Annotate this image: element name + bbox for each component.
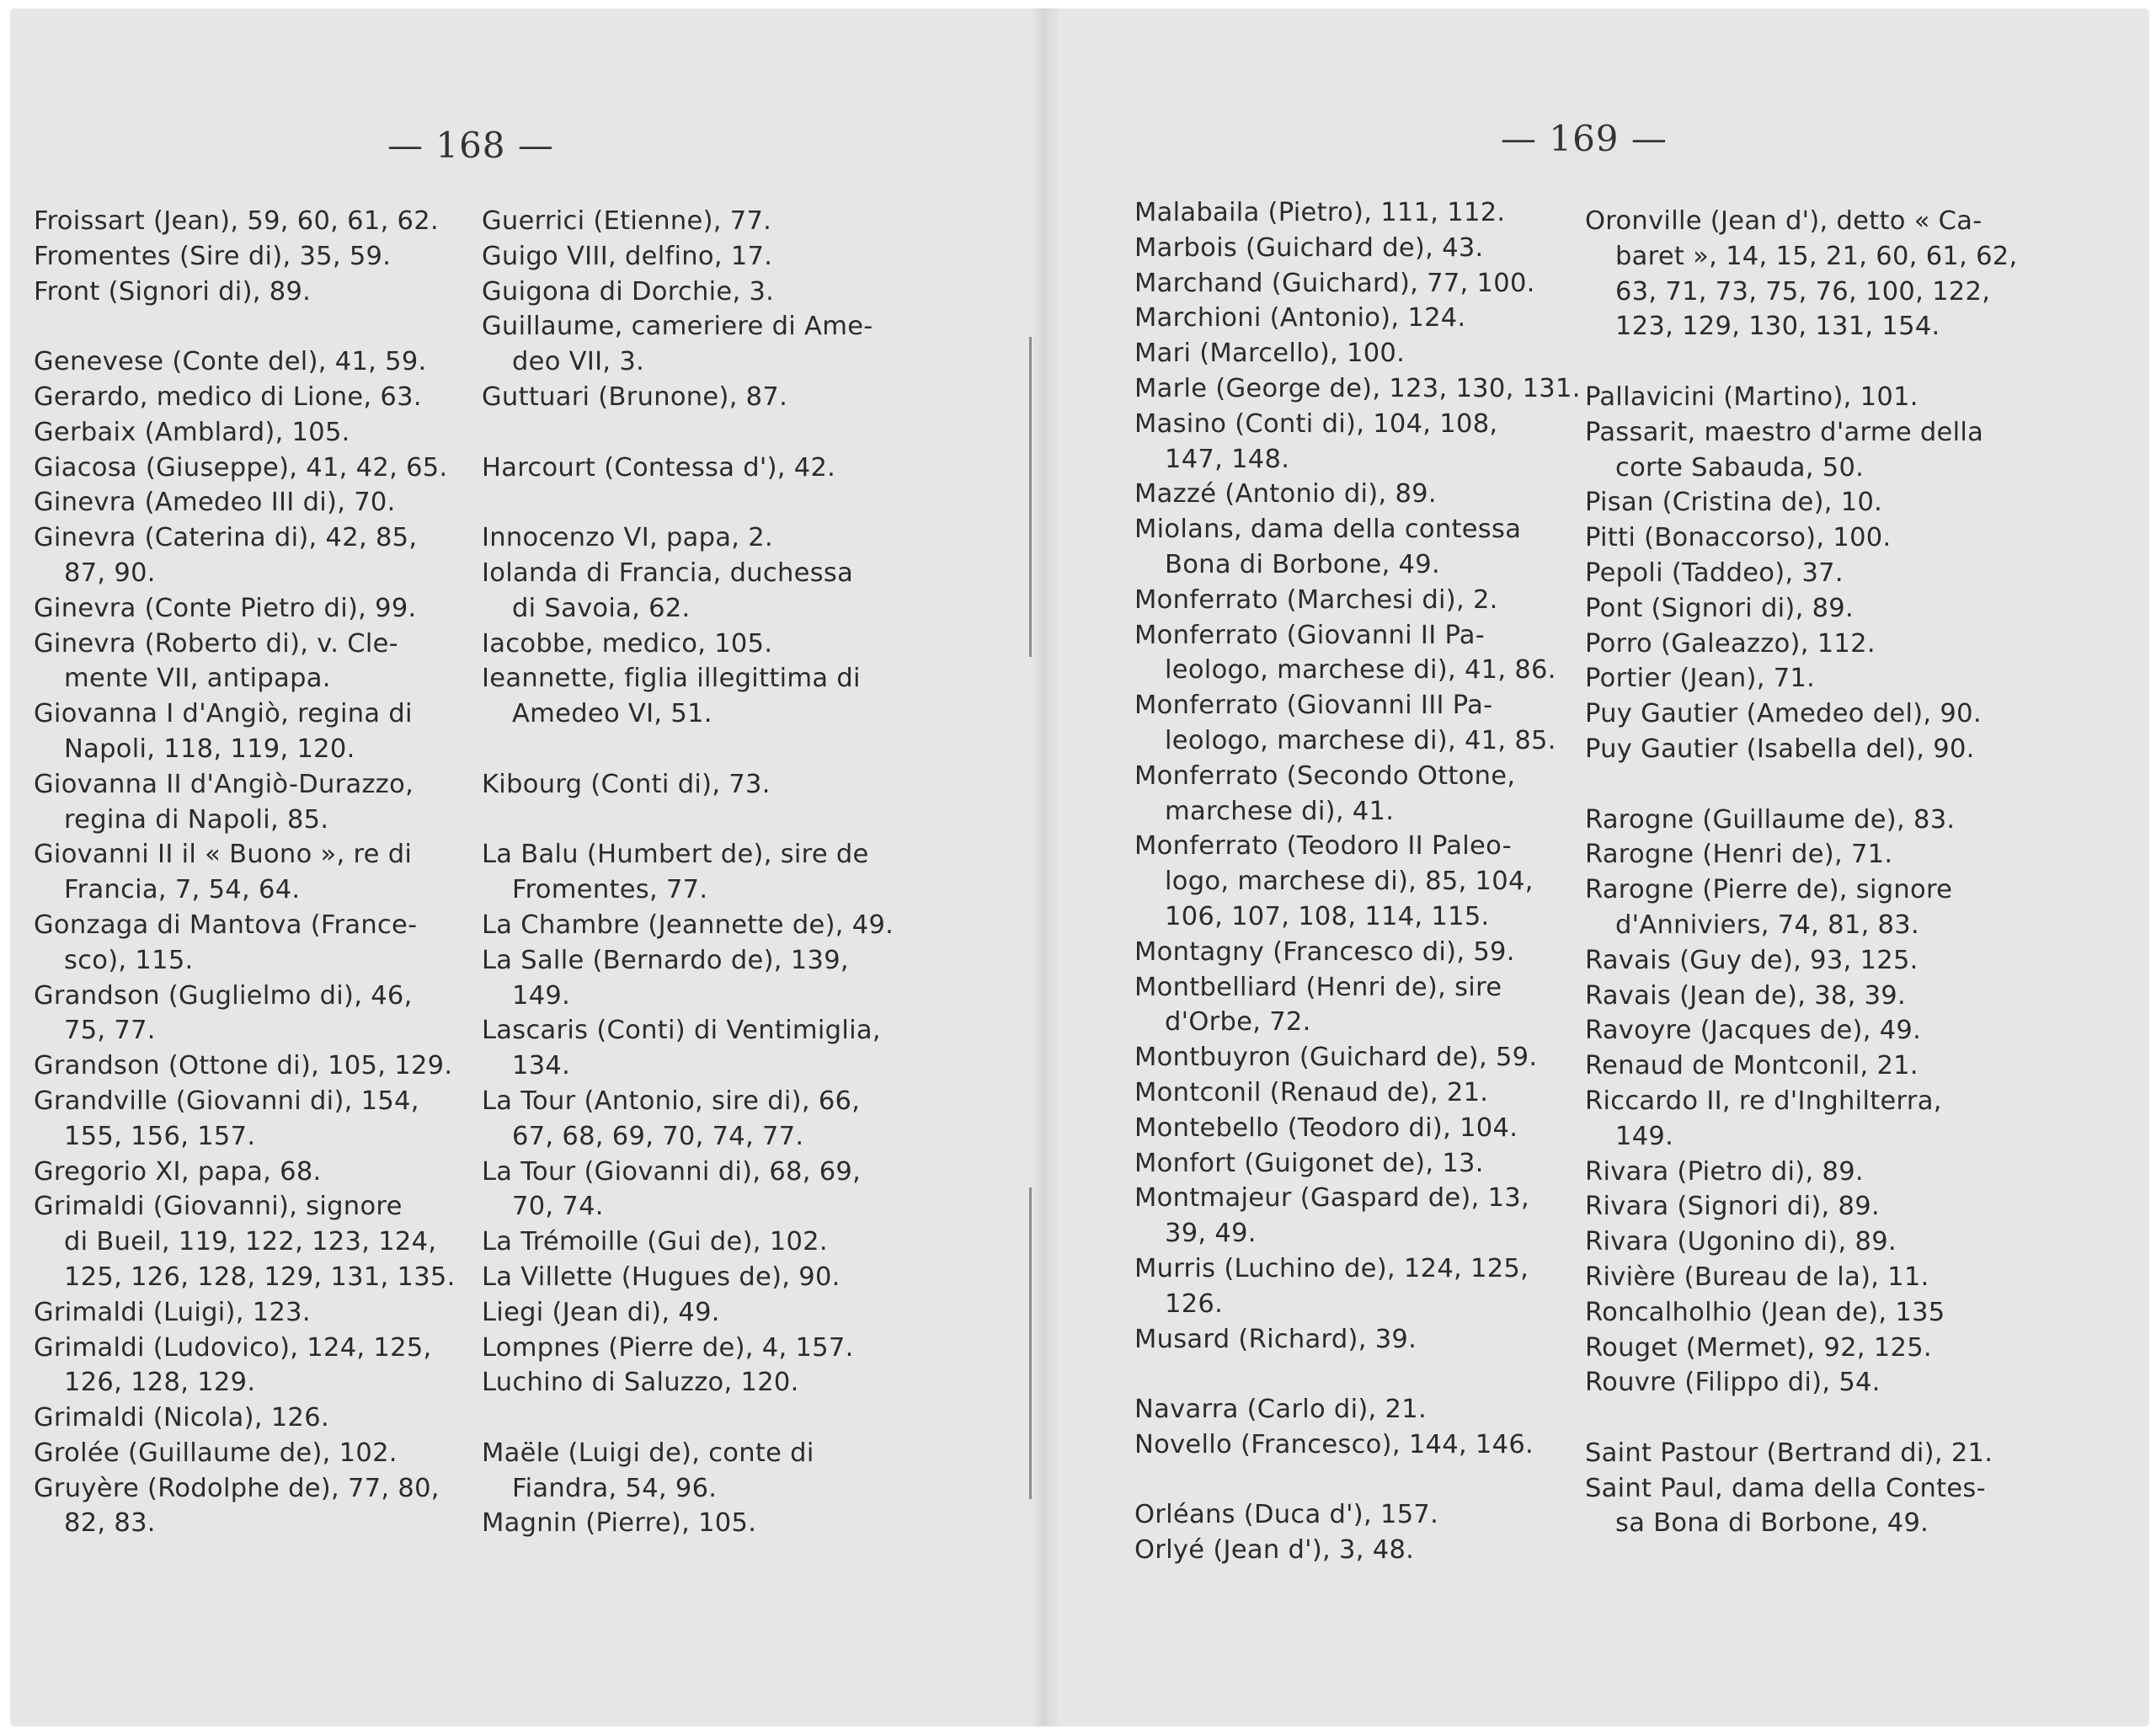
- index-entry-line: Genevese (Conte del), 41, 59.: [34, 347, 427, 377]
- book-gutter: [1033, 8, 1059, 1726]
- index-entry: [1585, 1295, 2018, 1331]
- index-entry: [1134, 1497, 1581, 1533]
- index-entry-line: Marchioni (Antonio), 124.: [1134, 303, 1466, 333]
- index-entry-continuation: Bona di Borbone, 49.: [1165, 549, 1440, 579]
- index-entry-line: Giacosa (Giuseppe), 41, 42, 65.: [34, 452, 448, 483]
- index-entry: [1585, 1365, 2018, 1401]
- page-edge-mark: [1029, 1187, 1032, 1499]
- index-entry: [1585, 591, 2018, 627]
- index-entry-line: Liegi (Jean di), 49.: [482, 1297, 720, 1327]
- index-entry: [482, 627, 894, 662]
- index-entry-line: Masino (Conti di), 104, 108,: [1134, 408, 1498, 439]
- index-entry: [1585, 979, 2018, 1014]
- index-entry: [1134, 1181, 1581, 1251]
- index-entry-continuation: 134.: [512, 1051, 571, 1081]
- index-entry-line: Innocenzo VI, papa, 2.: [482, 523, 773, 553]
- index-entry: [1134, 1075, 1581, 1111]
- index-entry: [1134, 1427, 1581, 1463]
- index-entry: [1134, 195, 1581, 231]
- section-gap: [1585, 767, 2018, 803]
- index-entry-line: Ginevra (Roberto di), v. Cle-: [34, 628, 398, 659]
- index-entry: [1134, 1146, 1581, 1182]
- index-entry: [34, 275, 456, 310]
- book-spread: [10, 8, 2149, 1726]
- index-entry-continuation: leologo, marchese di), 41, 85.: [1165, 725, 1556, 755]
- index-entry-continuation: 126, 128, 129.: [64, 1368, 256, 1398]
- index-column-2: [482, 204, 894, 1541]
- index-entry-line: Gerbaix (Amblard), 105.: [34, 417, 350, 447]
- index-entry-continuation: 126.: [1165, 1288, 1224, 1319]
- index-entry: [34, 380, 456, 415]
- index-entry: [34, 344, 456, 380]
- index-entry-line: Renaud de Montconil, 21.: [1585, 1051, 1919, 1081]
- index-entry-continuation: Francia, 7, 54, 64.: [64, 875, 301, 905]
- index-entry-line: Grolée (Guillaume de), 102.: [34, 1438, 398, 1468]
- index-entry-continuation: 155, 156, 157.: [64, 1121, 256, 1151]
- index-entry-line: Grimaldi (Nicola), 126.: [34, 1403, 329, 1433]
- index-entry: [1134, 477, 1581, 512]
- index-entry: [1134, 935, 1581, 970]
- index-entry-continuation: 123, 129, 130, 131, 154.: [1615, 312, 1940, 342]
- index-entry-line: Guigo VIII, delfino, 17.: [482, 241, 773, 271]
- index-entry: [34, 696, 456, 767]
- index-column-3: [1134, 195, 1581, 1568]
- index-entry: [1134, 583, 1581, 618]
- index-entry: [34, 1471, 456, 1542]
- index-entry: [482, 767, 894, 803]
- index-entry: [34, 1331, 456, 1401]
- index-entry: [482, 661, 894, 732]
- index-entry-continuation: corte Sabauda, 50.: [1615, 452, 1865, 483]
- index-entry: [1585, 1436, 2018, 1471]
- index-entry: [34, 415, 456, 451]
- index-entry-line: Rivara (Pietro di), 89.: [1585, 1156, 1864, 1187]
- index-entry-line: Fromentes (Sire di), 35, 59.: [34, 241, 392, 271]
- index-entry-continuation: 87, 90.: [64, 558, 156, 588]
- index-entry: [482, 1013, 894, 1084]
- index-entry-line: Pepoli (Taddeo), 37.: [1585, 558, 1844, 588]
- index-entry-line: Saint Pastour (Bertrand di), 21.: [1585, 1438, 1993, 1468]
- index-entry-continuation: sa Bona di Borbone, 49.: [1615, 1508, 1929, 1539]
- index-entry-line: La Balu (Humbert de), sire de: [482, 840, 869, 870]
- index-entry-line: Ginevra (Amedeo III di), 70.: [34, 488, 396, 518]
- index-entry-continuation: Fiandra, 54, 96.: [512, 1473, 718, 1503]
- index-entry-line: Harcourt (Contessa d'), 42.: [482, 452, 836, 483]
- index-entry-line: Magnin (Pierre), 105.: [482, 1508, 757, 1539]
- index-entry: [1134, 512, 1581, 583]
- index-entry: [1134, 266, 1581, 301]
- index-entry-line: Mazzé (Antonio di), 89.: [1134, 479, 1437, 510]
- index-entry: [34, 979, 456, 1049]
- index-entry-line: Ginevra (Caterina di), 42, 85,: [34, 523, 418, 553]
- index-entry-continuation: 125, 126, 128, 129, 131, 135.: [64, 1262, 456, 1292]
- index-entry: [1134, 1040, 1581, 1075]
- index-entry-line: Grandson (Guglielmo di), 46,: [34, 980, 413, 1011]
- index-entry: [482, 239, 894, 275]
- index-entry: [1134, 618, 1581, 689]
- index-entry-line: Ravais (Guy de), 93, 125.: [1585, 945, 1919, 975]
- index-entry-line: La Villette (Hugues de), 90.: [482, 1262, 841, 1292]
- index-entry-line: Riccardo II, re d'Inghilterra,: [1585, 1086, 1942, 1116]
- index-entry: [482, 520, 894, 556]
- index-entry: [34, 627, 456, 697]
- index-entry-line: Rivière (Bureau de la), 11.: [1585, 1262, 1929, 1292]
- index-entry-continuation: deo VII, 3.: [512, 347, 645, 377]
- index-entry-line: Pont (Signori di), 89.: [1585, 593, 1854, 623]
- index-entry-continuation: Fromentes, 77.: [512, 875, 708, 905]
- index-entry: [482, 275, 894, 310]
- index-entry-line: Porro (Galeazzo), 112.: [1585, 628, 1876, 659]
- index-entry-line: Monferrato (Marchesi di), 2.: [1134, 584, 1498, 615]
- index-entry: [34, 1189, 456, 1294]
- index-entry: [1585, 485, 2018, 520]
- index-entry: [1585, 204, 2018, 344]
- index-entry-continuation: logo, marchese di), 85, 104,: [1165, 867, 1534, 897]
- index-entry: [34, 1436, 456, 1471]
- index-entry-line: Ieannette, figlia illegittima di: [482, 664, 861, 694]
- index-entry: [1585, 837, 2018, 872]
- index-entry-line: Guerrici (Etienne), 77.: [482, 206, 772, 236]
- index-entry-continuation: mente VII, antipapa.: [64, 664, 331, 694]
- index-entry: [1585, 732, 2018, 767]
- index-entry: [34, 485, 456, 520]
- index-entry: [482, 380, 894, 415]
- index-entry: [482, 1260, 894, 1295]
- index-entry: [34, 908, 456, 979]
- index-entry: [1134, 1533, 1581, 1568]
- index-entry: [1134, 1322, 1581, 1358]
- index-entry: [482, 1331, 894, 1366]
- index-entry-line: Murris (Luchino de), 124, 125,: [1134, 1253, 1529, 1283]
- index-entry-line: Kibourg (Conti di), 73.: [482, 769, 771, 799]
- index-entry-continuation: di Bueil, 119, 122, 123, 124,: [64, 1227, 437, 1257]
- index-entry: [1134, 336, 1581, 371]
- index-entry-line: Lascaris (Conti) di Ventimiglia,: [482, 1016, 881, 1046]
- index-entry: [1134, 407, 1581, 478]
- index-entry-line: Rivara (Signori di), 89.: [1585, 1192, 1880, 1222]
- index-entry-line: Puy Gautier (Isabella del), 90.: [1585, 734, 1975, 764]
- index-entry-line: Lompnes (Pierre de), 4, 157.: [482, 1332, 854, 1363]
- index-entry-line: Navarra (Carlo di), 21.: [1134, 1395, 1427, 1425]
- index-entry-line: Saint Paul, dama della Contes-: [1585, 1473, 1986, 1503]
- index-entry-continuation: 70, 74.: [512, 1192, 604, 1222]
- index-entry: [1134, 1111, 1581, 1146]
- index-entry: [482, 943, 894, 1014]
- index-entry-line: La Trémoille (Gui de), 102.: [482, 1227, 828, 1257]
- index-entry-line: Grimaldi (Giovanni), signore: [34, 1192, 403, 1222]
- index-entry: [34, 520, 456, 591]
- index-entry: [482, 1155, 894, 1225]
- page-number-left: — 168 —: [387, 125, 554, 166]
- index-entry: [1585, 380, 2018, 415]
- index-entry: [1585, 1260, 2018, 1295]
- index-entry-continuation: di Savoia, 62.: [512, 593, 691, 623]
- section-gap: [1134, 1463, 1581, 1498]
- index-entry: [1134, 231, 1581, 266]
- index-entry: [1134, 759, 1581, 830]
- section-gap: [34, 309, 456, 344]
- index-entry: [1585, 627, 2018, 662]
- index-entry-line: Marchand (Guichard), 77, 100.: [1134, 268, 1535, 298]
- index-entry: [34, 451, 456, 486]
- index-entry-continuation: d'Anniviers, 74, 81, 83.: [1615, 910, 1919, 940]
- index-entry: [34, 837, 456, 908]
- index-entry: [1585, 661, 2018, 696]
- index-entry-line: Ravoyre (Jacques de), 49.: [1585, 1016, 1922, 1046]
- index-entry-line: Rouvre (Filippo di), 54.: [1585, 1368, 1881, 1398]
- index-entry-line: Montbelliard (Henri de), sire: [1134, 972, 1502, 1002]
- index-entry-continuation: d'Orbe, 72.: [1165, 1007, 1311, 1038]
- index-entry: [482, 1436, 894, 1507]
- index-entry-line: Rouget (Mermet), 92, 125.: [1585, 1332, 1932, 1363]
- index-entry: [1134, 829, 1581, 934]
- index-entry: [482, 1295, 894, 1331]
- index-entry-line: La Salle (Bernardo de), 139,: [482, 945, 849, 975]
- index-column-4: [1585, 204, 2018, 1541]
- index-entry-line: Oronville (Jean d'), detto « Ca-: [1585, 206, 1983, 236]
- index-entry-continuation: 63, 71, 73, 75, 76, 100, 122,: [1615, 276, 1991, 307]
- index-entry-continuation: Amedeo VI, 51.: [512, 699, 712, 729]
- index-entry-line: Monfort (Guigonet de), 13.: [1134, 1148, 1484, 1178]
- index-entry-line: Grimaldi (Luigi), 123.: [34, 1297, 311, 1327]
- index-entry: [1134, 1251, 1581, 1322]
- index-entry-line: Gerardo, medico di Lione, 63.: [34, 381, 422, 412]
- index-entry-line: Grandson (Ottone di), 105, 129.: [34, 1051, 453, 1081]
- index-entry-line: Marle (George de), 123, 130, 131.: [1134, 373, 1581, 403]
- index-entry: [1585, 872, 2018, 943]
- index-entry: [1585, 1013, 2018, 1048]
- index-entry-line: Gonzaga di Mantova (France-: [34, 910, 418, 940]
- index-entry: [482, 1506, 894, 1541]
- index-entry: [482, 1224, 894, 1260]
- index-entry-continuation: 149.: [512, 980, 571, 1011]
- index-entry-line: Orléans (Duca d'), 157.: [1134, 1500, 1439, 1530]
- index-entry-line: Novello (Francesco), 144, 146.: [1134, 1429, 1534, 1459]
- index-entry: [482, 1084, 894, 1155]
- index-entry: [1585, 415, 2018, 486]
- index-entry-line: Malabaila (Pietro), 111, 112.: [1134, 198, 1506, 227]
- index-entry: [1585, 1224, 2018, 1260]
- index-entry: [1585, 1084, 2018, 1155]
- index-entry: [1585, 696, 2018, 732]
- index-entry: [482, 451, 894, 486]
- index-entry-line: Giovanna II d'Angiò-Durazzo,: [34, 769, 414, 799]
- index-entry: [1585, 1155, 2018, 1190]
- index-entry: [1134, 688, 1581, 759]
- index-entry: [34, 1155, 456, 1190]
- section-gap: [1585, 344, 2018, 380]
- index-entry: [1585, 1048, 2018, 1084]
- index-entry-continuation: marchese di), 41.: [1165, 796, 1395, 826]
- index-entry-continuation: sco), 115.: [64, 945, 194, 975]
- index-entry-line: La Tour (Antonio, sire di), 66,: [482, 1086, 861, 1116]
- index-entry-line: Puy Gautier (Amedeo del), 90.: [1585, 699, 1982, 729]
- index-entry: [482, 556, 894, 627]
- index-entry: [1585, 803, 2018, 838]
- index-entry-line: Rarogne (Guillaume de), 83.: [1585, 804, 1956, 835]
- index-entry-line: Giovanna I d'Angiò, regina di: [34, 699, 413, 729]
- index-entry: [1134, 371, 1581, 407]
- index-entry: [1134, 301, 1581, 336]
- index-entry-line: La Tour (Giovanni di), 68, 69,: [482, 1156, 862, 1187]
- index-entry-continuation: 82, 83.: [64, 1508, 156, 1539]
- section-gap: [482, 803, 894, 838]
- index-entry-line: Pallavicini (Martino), 101.: [1585, 381, 1919, 412]
- index-entry: [34, 767, 456, 838]
- index-entry-line: Froissart (Jean), 59, 60, 61, 62.: [34, 206, 439, 236]
- index-entry-line: Montconil (Renaud de), 21.: [1134, 1077, 1489, 1107]
- index-entry-continuation: baret », 14, 15, 21, 60, 61, 62,: [1615, 241, 2018, 271]
- section-gap: [482, 1401, 894, 1436]
- index-entry: [1585, 1471, 2018, 1542]
- section-gap: [1134, 1357, 1581, 1392]
- index-entry: [34, 1048, 456, 1084]
- index-entry-line: Rarogne (Henri de), 71.: [1585, 840, 1893, 870]
- index-entry-line: Roncalholhio (Jean de), 135: [1585, 1297, 1945, 1327]
- index-entry: [34, 1401, 456, 1436]
- index-entry-line: Rivara (Ugonino di), 89.: [1585, 1227, 1897, 1257]
- index-entry-line: Gruyère (Rodolphe de), 77, 80,: [34, 1473, 440, 1503]
- section-gap: [482, 415, 894, 451]
- index-entry: [1585, 520, 2018, 556]
- index-entry-continuation: 149.: [1615, 1121, 1674, 1151]
- index-entry: [34, 1084, 456, 1155]
- index-entry-continuation: 67, 68, 69, 70, 74, 77.: [512, 1121, 804, 1151]
- index-entry-line: Ginevra (Conte Pietro di), 99.: [34, 593, 417, 623]
- index-entry-line: Iacobbe, medico, 105.: [482, 628, 773, 659]
- index-entry: [482, 908, 894, 943]
- index-entry-line: Guigona di Dorchie, 3.: [482, 276, 775, 307]
- index-entry-line: Iolanda di Francia, duchessa: [482, 558, 854, 588]
- index-entry-continuation: 147, 148.: [1165, 444, 1290, 474]
- index-entry: [482, 204, 894, 239]
- index-entry-line: Gregorio XI, papa, 68.: [34, 1156, 322, 1187]
- index-entry-line: Pitti (Bonaccorso), 100.: [1585, 523, 1892, 553]
- index-entry-line: Montagny (Francesco di), 59.: [1134, 936, 1515, 967]
- index-entry: [1585, 556, 2018, 591]
- index-entry-line: Grandville (Giovanni di), 154,: [34, 1086, 419, 1116]
- index-entry-line: Grimaldi (Ludovico), 124, 125,: [34, 1332, 432, 1363]
- index-entry-line: Ravais (Jean de), 38, 39.: [1585, 980, 1907, 1011]
- index-entry-line: Montebello (Teodoro di), 104.: [1134, 1112, 1518, 1143]
- index-entry-line: Luchino di Saluzzo, 120.: [482, 1368, 799, 1398]
- index-entry-continuation: 75, 77.: [64, 1016, 156, 1046]
- index-entry-line: Montbuyron (Guichard de), 59.: [1134, 1043, 1538, 1073]
- section-gap: [482, 485, 894, 520]
- index-entry-continuation: regina di Napoli, 85.: [64, 804, 329, 835]
- index-entry-line: Monferrato (Giovanni III Pa-: [1134, 691, 1493, 721]
- index-entry: [482, 837, 894, 908]
- index-entry-line: Rarogne (Pierre de), signore: [1585, 875, 1953, 905]
- index-entry-line: Marbois (Guichard de), 43.: [1134, 232, 1484, 263]
- index-entry-line: Guttuari (Brunone), 87.: [482, 381, 788, 412]
- index-entry-line: Musard (Richard), 39.: [1134, 1324, 1417, 1354]
- index-entry: [1585, 943, 2018, 979]
- index-entry-continuation: leologo, marchese di), 41, 86.: [1165, 655, 1556, 686]
- index-entry-continuation: 106, 107, 108, 114, 115.: [1165, 901, 1490, 931]
- index-entry-line: Monferrato (Teodoro II Paleo-: [1134, 831, 1512, 862]
- index-entry: [34, 591, 456, 627]
- section-gap: [482, 732, 894, 767]
- index-entry-line: Passarit, maestro d'arme della: [1585, 417, 1984, 447]
- index-entry-line: Montmajeur (Gaspard de), 13,: [1134, 1183, 1530, 1214]
- index-entry-line: Front (Signori di), 89.: [34, 276, 312, 307]
- index-entry-line: Orlyé (Jean d'), 3, 48.: [1134, 1535, 1415, 1566]
- index-entry-line: Guillaume, cameriere di Ame-: [482, 312, 873, 342]
- index-entry-line: Mari (Marcello), 100.: [1134, 339, 1406, 369]
- index-entry: [34, 239, 456, 275]
- index-entry-continuation: Napoli, 118, 119, 120.: [64, 734, 355, 764]
- index-entry: [1585, 1331, 2018, 1366]
- index-entry-line: Monferrato (Secondo Ottone,: [1134, 760, 1516, 791]
- index-column-1: [34, 204, 456, 1541]
- index-entry: [34, 204, 456, 239]
- index-entry: [482, 1365, 894, 1401]
- index-entry: [482, 309, 894, 380]
- index-entry-line: Portier (Jean), 71.: [1585, 664, 1816, 694]
- index-entry: [1134, 970, 1581, 1041]
- index-entry: [34, 1295, 456, 1331]
- page-edge-mark: [1029, 337, 1032, 657]
- page-number-right: — 169 —: [1501, 118, 1668, 159]
- index-entry-line: Pisan (Cristina de), 10.: [1585, 488, 1883, 518]
- index-entry-line: Maële (Luigi de), conte di: [482, 1438, 814, 1468]
- index-entry-line: Monferrato (Giovanni II Pa-: [1134, 620, 1486, 650]
- index-entry: [1134, 1392, 1581, 1427]
- index-entry-continuation: 39, 49.: [1165, 1219, 1257, 1249]
- section-gap: [1585, 1401, 2018, 1436]
- index-entry-line: Giovanni II il « Buono », re di: [34, 840, 413, 870]
- index-entry: [1585, 1189, 2018, 1224]
- index-entry-line: La Chambre (Jeannette de), 49.: [482, 910, 894, 940]
- index-entry-line: Miolans, dama della contessa: [1134, 515, 1522, 545]
